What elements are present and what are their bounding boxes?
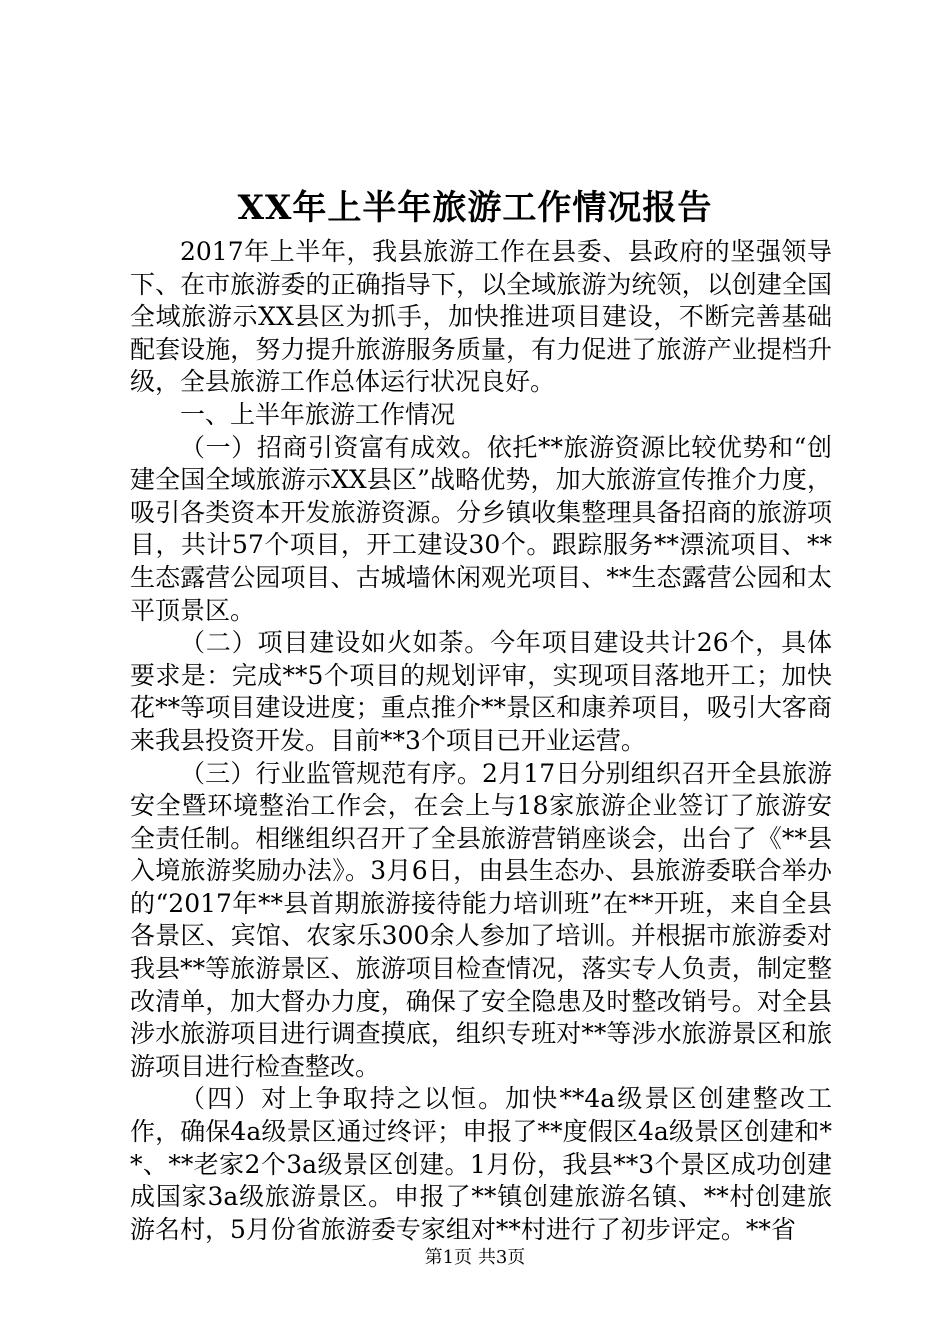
section-heading: 一、上半年旅游工作情况 (180, 399, 456, 429)
document-title: XX年上半年旅游工作情况报告 (237, 188, 713, 228)
paragraph-investment: （一）招商引资富有成效。依托**旅游资源比较优势和“创建全国全域旅游示XX县区”战略优势，加大旅游宣传推介力度，吸引各类资本开发旅游资源。分乡镇收集整理具备招商的旅游项目，共计57个项目，开工建设30个。跟踪服务**漂流项目、**生态露营公园项目、古城墙休闲观光项目、**生态露营公园和太平顶景区。 (130, 432, 832, 625)
page-footer: 第1页 共3页 (424, 1247, 526, 1268)
paragraph-projects: （二）项目建设如火如荼。今年项目建设共计26个，具体要求是：完成**5个项目的规划评审，实现项目落地开工；加快花**等项目建设进度；重点推介**景区和康养项目，吸引大客商来我县投资开发。目前**3个项目已开业运营。 (130, 628, 832, 755)
document-body (130, 236, 832, 1246)
paragraph-applications: （四）对上争取持之以恒。加快**4a级景区创建整改工作，确保4a级景区通过终评；申报了**度假区4a级景区创建和**、**老家2个3a级景区创建。1月份，我县**3个景区成功创建成国家3a级旅游景区。申报了**镇创建旅游名镇、**村创建旅游名村，5月份省旅游委专家组对**村进行了初步评定。**省 (130, 1084, 832, 1244)
intro-paragraph: 2017年上半年，我县旅游工作在县委、县政府的坚强领导下、在市旅游委的正确指导下，以全域旅游为统领，以创建全国全域旅游示XX县区为抓手，加快推进项目建设，不断完善基础配套设施，努力提升旅游服务质量，有力促进了旅游产业提档升级，全县旅游工作总体运行状况良好。 (130, 237, 832, 397)
paragraph-supervision: （三）行业监管规范有序。2月17日分别组织召开全县旅游安全暨环境整治工作会，在会上与18家旅游企业签订了旅游安全责任制。相继组织召开了全县旅游营销座谈会，出台了《**县入境旅游奖励办法》。3月6日，由县生态办、县旅游委联合举办的“2017年**县首期旅游接待能力培训班”在**开班，来自全县各景区、宾馆、农家乐300余人参加了培训。并根据市旅游委对我县**等旅游景区、旅游项目检查情况，落实专人负责，制定整改清单，加大督办力度，确保了安全隐患及时整改销号。对全县涉水旅游项目进行调查摸底，组织专班对**等涉水旅游景区和旅游项目进行检查整改。 (130, 758, 832, 1081)
